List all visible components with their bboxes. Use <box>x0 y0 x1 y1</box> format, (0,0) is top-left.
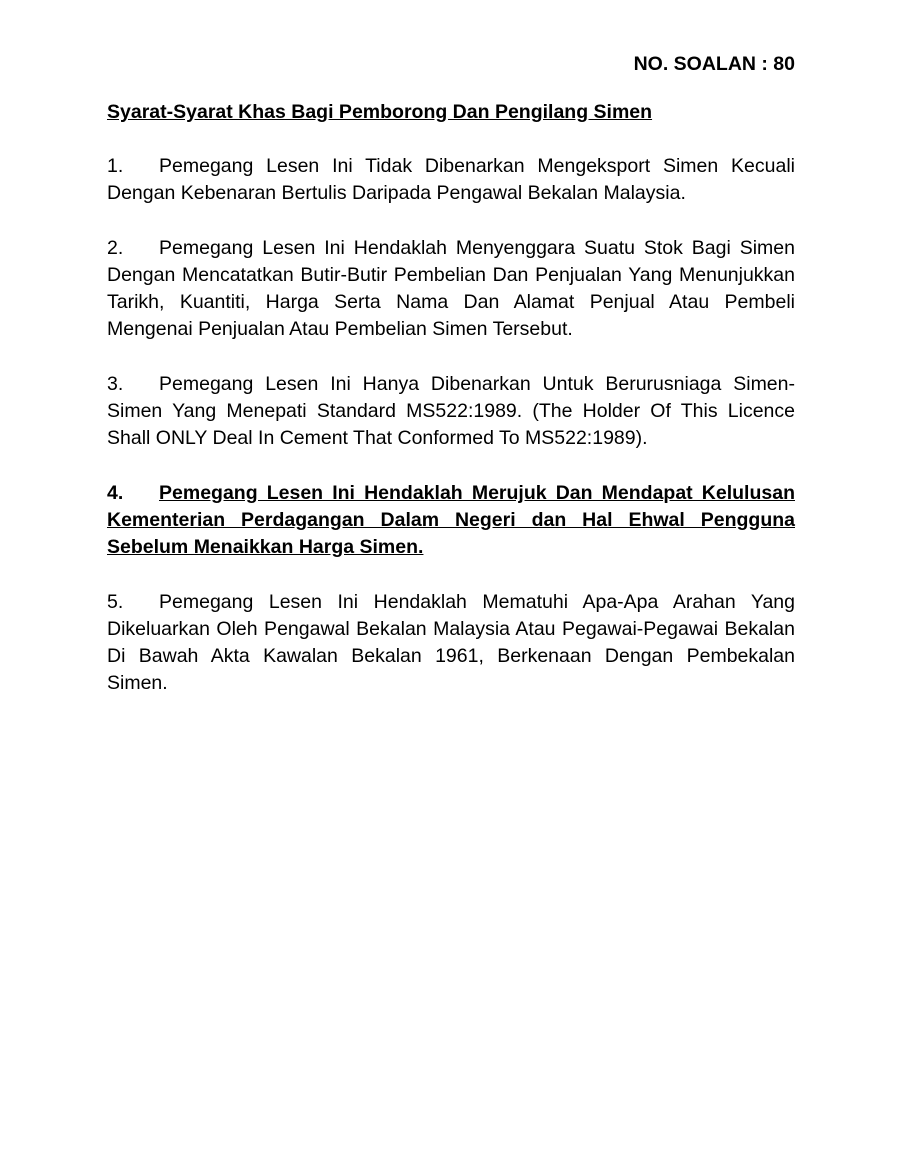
clause-text: Pemegang Lesen Ini Hendaklah Mematuhi Apa-Apa Arahan Yang Dikeluarkan Oleh Pengawal Bekalan Malaysia Atau Pegawai-Pegawai Bekalan Di Bawah Akta Kawalan Bekalan 1961, Berkenaan Dengan Pembekalan Simen. <box>107 590 795 695</box>
clause-1 <box>107 153 795 208</box>
clause-number: 5. <box>107 590 124 613</box>
clause-text: Pemegang Lesen Ini Hendaklah Merujuk Dan Mendapat Kelulusan Kementerian Perdagangan Dalam Negeri dan Hal Ehwal Pengguna Sebelum Menaikkan Harga Simen. <box>107 481 795 559</box>
clause-number: 3. <box>107 372 124 395</box>
clause-5 <box>107 589 795 698</box>
clause-text: Pemegang Lesen Ini Hanya Dibenarkan Untuk Berurusniaga Simen-Simen Yang Menepati Standard MS522:1989. (The Holder Of This Licence Shall ONLY Deal In Cement That Conformed To MS522:1989). <box>107 372 795 450</box>
question-number: NO. SOALAN : 80 <box>633 53 795 75</box>
clause-4 <box>107 480 795 562</box>
clause-text: Pemegang Lesen Ini Tidak Dibenarkan Mengeksport Simen Kecuali Dengan Kebenaran Bertulis Daripada Pengawal Bekalan Malaysia. <box>107 155 795 205</box>
clause-number: 4. <box>107 481 124 504</box>
clause-2 <box>107 235 795 344</box>
clause-3 <box>107 371 795 453</box>
clause-number: 2. <box>107 236 124 259</box>
clause-number: 1. <box>107 155 124 177</box>
document-title: Syarat-Syarat Khas Bagi Pemborong Dan Pengilang Simen <box>107 101 653 123</box>
document-page <box>107 50 795 698</box>
clause-text: Pemegang Lesen Ini Hendaklah Menyenggara Suatu Stok Bagi Simen Dengan Mencatatkan Butir-Butir Pembelian Dan Penjualan Yang Menunjukkan Tarikh, Kuantiti, Harga Serta Nama Dan Alamat Penjual Atau Pembeli Mengenai Penjualan Atau Pembelian Simen Tersebut. <box>107 236 795 341</box>
